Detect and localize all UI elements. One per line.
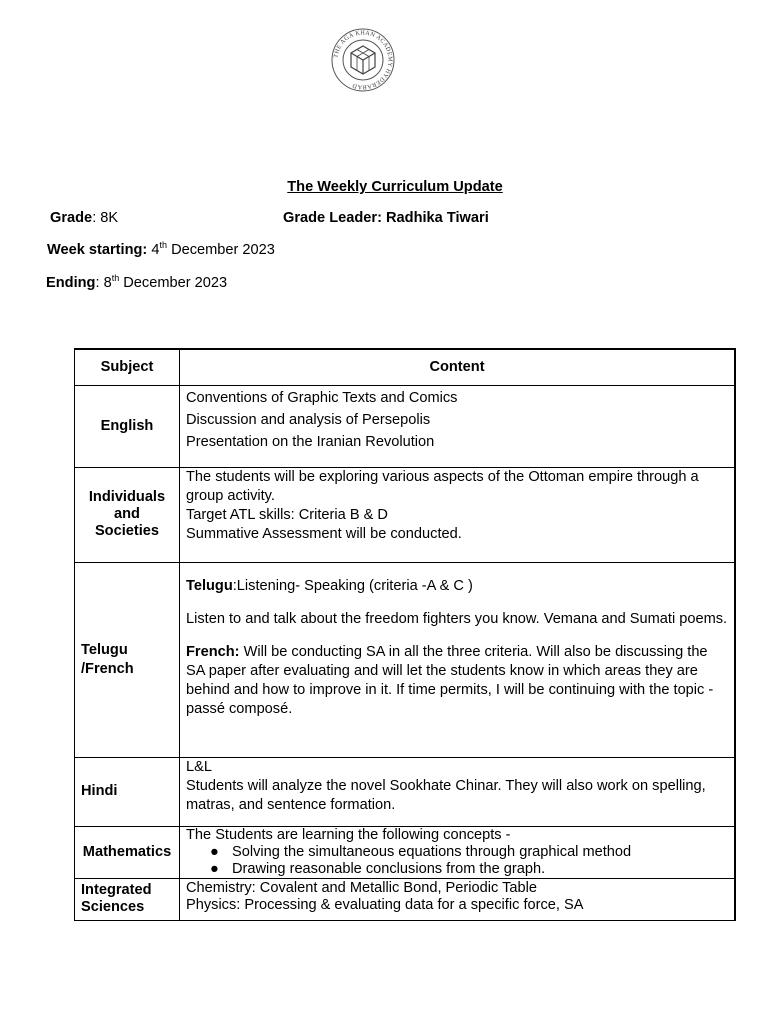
grade-leader-label: Grade Leader:: [283, 210, 382, 226]
week-starting-line: [47, 242, 275, 258]
hindi-line-2: Students will analyze the novel Sookhate Chinar. They will also work on spelling, matras, and sentence formation.: [186, 777, 706, 813]
ins-line-2: Target ATL skills: Criteria B & D: [186, 506, 388, 523]
subject-integrated-sciences: [75, 878, 180, 920]
telugu-heading-text: :Listening- Speaking (criteria -A & C ): [232, 577, 473, 594]
week-starting-label: Week starting:: [47, 242, 148, 258]
ending-day: 8: [103, 275, 112, 291]
list-item: [210, 860, 730, 878]
curriculum-table: [74, 348, 736, 921]
week-starting-rest: December 2023: [171, 242, 275, 258]
table-row-hindi: [75, 757, 736, 826]
french-text: Will be conducting SA in all the three criteria. Will also be discussing the SA paper after evaluating and will let the students know in which areas they are behind and how to improve in it. If time permits, I will be continuing with the topic - passé composé.: [186, 643, 714, 717]
maths-bullet-2: Drawing reasonable conclusions from the graph.: [232, 860, 546, 877]
ins-subject-line-3: Societies: [94, 523, 160, 539]
document-title: The Weekly Curriculum Update: [287, 179, 503, 195]
hindi-line-1: L&L: [186, 758, 212, 775]
list-item: [210, 843, 730, 861]
telugu-heading: [186, 577, 730, 596]
ending-label: Ending: [46, 275, 96, 291]
subject-english: English: [75, 385, 180, 467]
grade-value: 8K: [100, 210, 119, 226]
bullet-icon: ●: [210, 860, 219, 877]
english-line-1: Conventions of Graphic Texts and Comics: [186, 389, 458, 406]
lang-subject-line-1: Telugu: [81, 641, 128, 658]
sciences-line-2: Physics: Processing & evaluating data for a specific force, SA: [186, 896, 584, 913]
table-row-integrated-sciences: [75, 878, 736, 920]
grade-line: Grade: 8K: [50, 210, 119, 226]
school-logo: [330, 27, 396, 93]
ins-subject-line-2: and: [114, 506, 140, 522]
content-telugu-french: [180, 562, 736, 757]
sci-subject-line-2: Sciences: [81, 899, 145, 915]
content-integrated-sciences: [180, 878, 736, 920]
table-row-individuals-societies: [75, 467, 736, 562]
subject-individuals-societies: [75, 467, 180, 562]
aga-khan-academy-crest-icon: [330, 27, 396, 93]
ending-suffix: th: [111, 273, 120, 284]
table-row-telugu-french: [75, 562, 736, 757]
maths-bullet-list: [186, 844, 730, 878]
content-english: [180, 385, 736, 467]
sci-subject-line-1: Integrated: [81, 882, 152, 898]
week-starting-suffix: th: [159, 240, 167, 251]
english-line-2: Discussion and analysis of Persepolis: [186, 411, 431, 428]
telugu-text: Listen to and talk about the freedom fighters you know. Vemana and Sumati poems.: [186, 610, 728, 627]
subject-telugu-french: [75, 562, 180, 757]
table-row-mathematics: [75, 826, 736, 878]
maths-bullet-1: Solving the simultaneous equations through graphical method: [232, 843, 632, 860]
maths-intro: The Students are learning the following concepts -: [186, 826, 511, 843]
subject-hindi: Hindi: [75, 757, 180, 826]
logo-ring-text: THE AGA KHAN ACADEMY HYDERABAD: [332, 29, 394, 91]
ins-line-3: Summative Assessment will be conducted.: [186, 525, 462, 542]
content-individuals-societies: [180, 467, 736, 562]
grade-leader-value: Radhika Tiwari: [386, 210, 489, 226]
french-label: French:: [186, 643, 240, 660]
content-header: Content: [180, 349, 736, 385]
grade-leader-line: [283, 210, 489, 226]
content-mathematics: [180, 826, 736, 878]
grade-label: Grade: [50, 210, 93, 226]
ending-rest: December 2023: [123, 275, 228, 291]
ending-line: Ending: 8th December 2023: [46, 273, 228, 291]
subject-mathematics: Mathematics: [75, 826, 180, 878]
subject-header: Subject: [75, 349, 180, 385]
ins-line-1: The students will be exploring various aspects of the Ottoman empire through a group activity.: [186, 468, 699, 504]
lang-subject-line-2: /French: [81, 660, 134, 677]
english-line-3: Presentation on the Iranian Revolution: [186, 433, 435, 450]
table-row-english: [75, 385, 736, 467]
telugu-label: Telugu: [186, 577, 233, 594]
ins-subject-line-1: Individuals: [88, 489, 166, 505]
week-starting-day: 4: [151, 242, 160, 258]
bullet-icon: ●: [210, 843, 219, 860]
table-header-row: [75, 349, 736, 385]
content-hindi: [180, 757, 736, 826]
sciences-line-1: Chemistry: Covalent and Metallic Bond, Periodic Table: [186, 879, 537, 896]
french-paragraph: [186, 643, 730, 719]
